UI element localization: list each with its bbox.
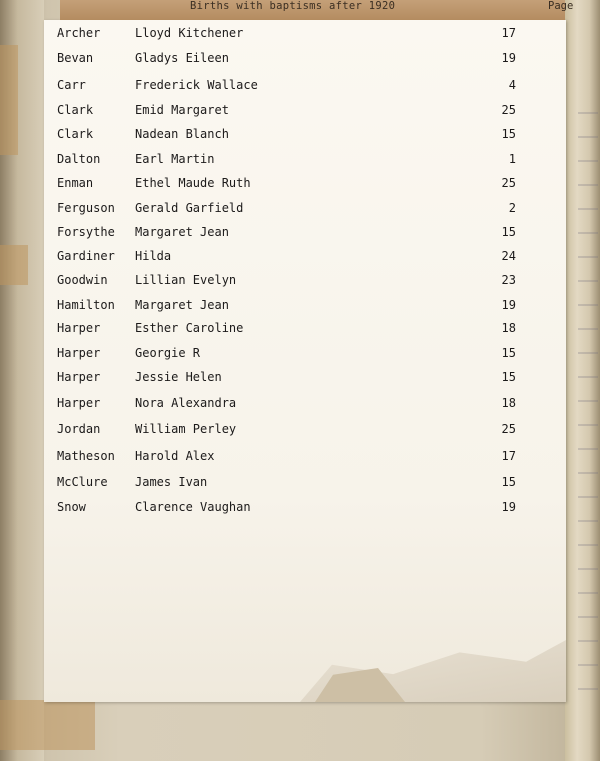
given-name: Earl Martin [135,152,215,166]
list-item [0,346,600,366]
list-item [0,321,600,341]
surname: Archer [57,26,101,40]
page-number: 19 [501,500,516,514]
given-name: Georgie R [135,346,201,360]
surname: Harper [57,396,101,410]
page-number: 15 [501,225,516,239]
given-name: James Ivan [135,475,208,489]
given-name: Lloyd Kitchener [135,26,244,40]
surname: Matheson [57,449,115,463]
list-item [0,26,600,46]
list-item [0,51,600,71]
list-item [0,370,600,390]
surname: Harper [57,346,101,360]
page-number: 2 [508,201,516,215]
given-name: Hilda [135,249,172,263]
given-name: Nadean Blanch [135,127,229,141]
given-name: William Perley [135,422,237,436]
list-item [0,127,600,147]
list-item [0,475,600,495]
given-name: Esther Caroline [135,321,244,335]
given-name: Lillian Evelyn [135,273,237,287]
page-number: 25 [501,422,516,436]
list-item [0,500,600,520]
page-number: 18 [501,396,516,410]
list-item [0,298,600,318]
surname: McClure [57,475,108,489]
page-number: 24 [501,249,516,263]
list-item [0,249,600,269]
surname: Clark [57,127,94,141]
page-number: 19 [501,51,516,65]
surname: Forsythe [57,225,115,239]
surname: Gardiner [57,249,115,263]
list-title: Births with baptisms after 1920 [190,0,396,12]
list-item [0,396,600,416]
surname: Harper [57,321,101,335]
surname: Dalton [57,152,101,166]
page-number: 15 [501,127,516,141]
page-number: 15 [501,370,516,384]
surname: Snow [57,500,86,514]
page-number: 17 [501,449,516,463]
page-number: 17 [501,26,516,40]
list-item [0,225,600,245]
header-strip [60,0,574,20]
page-number: 15 [501,346,516,360]
given-name: Harold Alex [135,449,215,463]
surname: Goodwin [57,273,108,287]
given-name: Emid Margaret [135,103,229,117]
given-name: Gladys Eileen [135,51,229,65]
surname: Harper [57,370,101,384]
given-name: Frederick Wallace [135,78,258,92]
surname: Bevan [57,51,94,65]
given-name: Jessie Helen [135,370,222,384]
given-name: Ethel Maude Ruth [135,176,251,190]
page-number: 15 [501,475,516,489]
list-item [0,422,600,442]
page-number: 4 [508,78,516,92]
surname: Clark [57,103,94,117]
tape-mark [0,700,95,750]
page-number: 23 [501,273,516,287]
given-name: Clarence Vaughan [135,500,251,514]
list-item [0,78,600,98]
given-name: Gerald Garfield [135,201,244,215]
given-name: Margaret Jean [135,298,229,312]
surname: Ferguson [57,201,115,215]
surname: Enman [57,176,94,190]
list-item [0,103,600,123]
list-item [0,201,600,221]
page-column-header: Page [548,0,574,12]
page-number: 25 [501,176,516,190]
surname: Jordan [57,422,101,436]
page-number: 25 [501,103,516,117]
page-number: 18 [501,321,516,335]
page-number: 1 [508,152,516,166]
list-item [0,273,600,293]
list-item [0,176,600,196]
list-item [0,152,600,172]
surname: Hamilton [57,298,115,312]
list-item [0,449,600,469]
given-name: Nora Alexandra [135,396,237,410]
surname: Carr [57,78,86,92]
given-name: Margaret Jean [135,225,229,239]
page-number: 19 [501,298,516,312]
